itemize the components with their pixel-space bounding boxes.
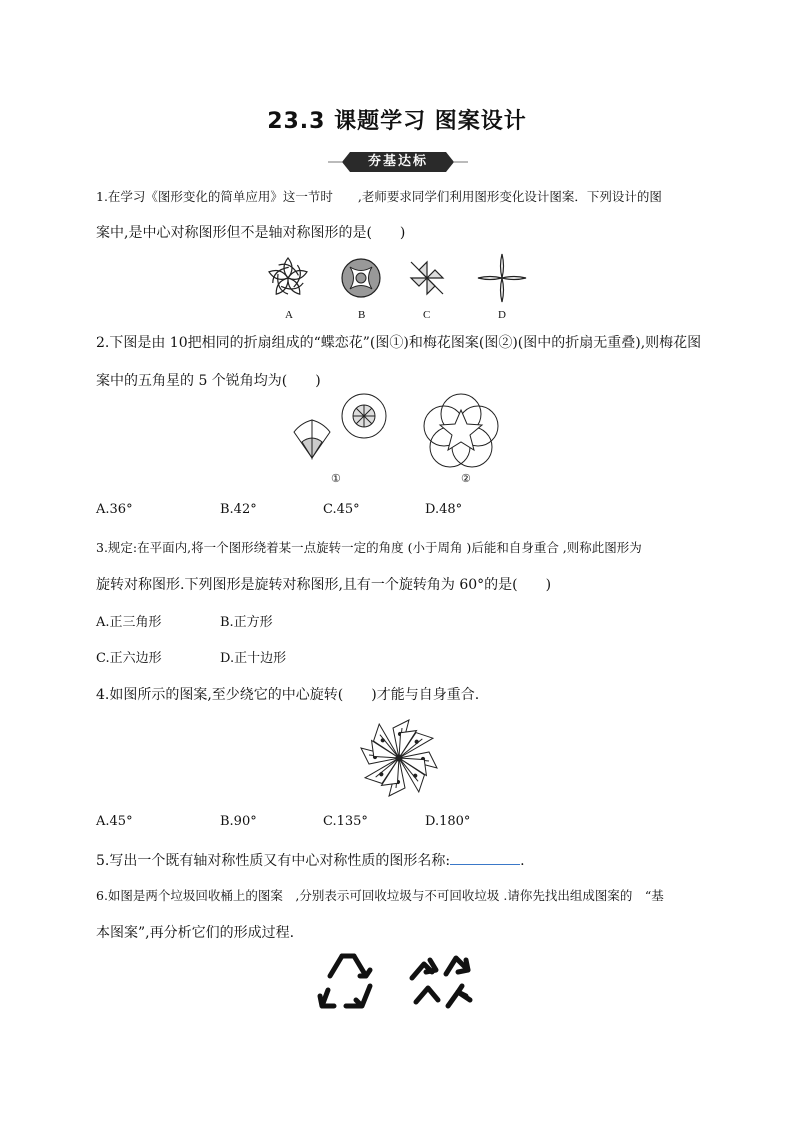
q6-arrows-pattern-icon <box>412 958 470 1006</box>
section-banner <box>342 152 454 172</box>
q2-option-d: D.48° <box>425 502 463 517</box>
q1-label-d: D <box>498 309 506 321</box>
q6-figures <box>316 950 486 1016</box>
q1-figure-b-circle-icon <box>342 259 380 297</box>
q2-option-c: C.45° <box>323 502 360 517</box>
q6-recycle-triangle-icon <box>320 956 370 1006</box>
q2-figure1-fans-icon <box>294 394 386 458</box>
q2-fig-label-1: ① <box>331 473 341 485</box>
q3-line1: 3.规定:在平面内,将一个图形绕着某一点旋转一定的角度 (小于周角 )后能和自身重合 ,则称此图形为 <box>96 540 642 555</box>
q1-label-c: C <box>423 309 431 321</box>
q4-line1: 4.如图所示的图案,至少绕它的中心旋转( )才能与自身重合. <box>96 687 480 703</box>
q5-end: . <box>520 853 525 869</box>
q3-line2: 旋转对称图形.下列图形是旋转对称图形,且有一个旋转角为 60°的是( ) <box>96 577 552 593</box>
q4-option-c: C.135° <box>323 814 368 829</box>
q4-option-a: A.45° <box>96 814 133 829</box>
q2-option-a: A.36° <box>96 502 133 517</box>
q2-fig-label-2: ② <box>461 473 471 485</box>
q1-figure-a-flower-icon <box>268 258 309 297</box>
q2-figure2-plum-flower-icon <box>424 394 498 467</box>
q1-label-a: A <box>285 309 293 321</box>
q5-line <box>96 850 525 870</box>
q1-figure-d-cross-icon <box>478 254 526 302</box>
q1-label-b: B <box>358 309 366 321</box>
q2-line2: 案中的五角星的 5 个锐角均为( ) <box>96 373 321 389</box>
q4-option-b: B.90° <box>220 814 257 829</box>
q2-figures <box>286 392 526 472</box>
q4-option-d: D.180° <box>425 814 471 829</box>
q5-answer-blank[interactable] <box>450 852 520 865</box>
q3-option-d: D.正十边形 <box>220 651 287 666</box>
q1-line2: 案中,是中心对称图形但不是轴对称图形的是( ) <box>96 225 406 241</box>
q1-line1: 1.在学习《图形变化的简单应用》这一节时 ,老师要求同学们利用图形变化设计图案．下列设计的图 <box>96 189 662 204</box>
banner-text: 夯基达标 <box>367 154 428 169</box>
q2-line1: 2.下图是由 10把相同的折扇组成的“蝶恋花”(图①)和梅花图案(图②)(图中的折扇无重叠),则梅花图 <box>96 335 702 351</box>
q5-text: 5.写出一个既有轴对称性质又有中心对称性质的图形名称: <box>96 853 451 869</box>
q6-line2: 本图案”,再分析它们的形成过程. <box>96 925 295 941</box>
q6-line1: 6.如图是两个垃圾回收桶上的图案 ,分别表示可回收垃圾与不可回收垃圾 .请你先找出组成图案的 “基 <box>96 888 664 903</box>
q4-rotation-pattern-icon <box>357 716 441 800</box>
q1-figures <box>266 252 526 324</box>
q3-option-b: B.正方形 <box>220 615 273 630</box>
q2-option-b: B.42° <box>220 502 257 517</box>
q3-option-a: A.正三角形 <box>96 615 162 630</box>
q1-figure-c-pinwheel-icon <box>411 262 443 294</box>
q3-option-c: C.正六边形 <box>96 651 162 666</box>
page-title: 23.3 课题学习 图案设计 <box>267 109 527 134</box>
